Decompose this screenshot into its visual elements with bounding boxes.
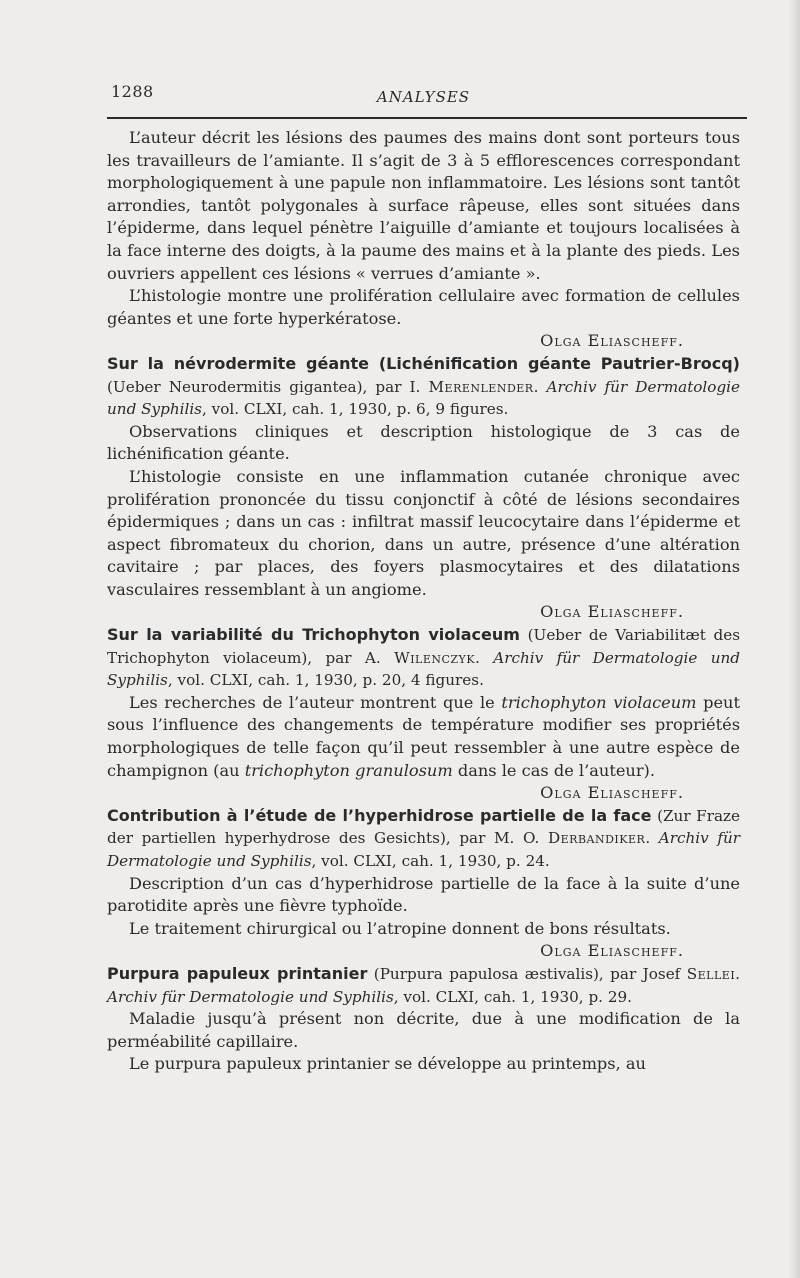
entry3-journal: Archiv für Dermatologie und Syphilis [107,829,740,870]
entry4-heading [107,963,740,1008]
entry2-signature: Olga Eliascheff. [540,783,684,803]
entry4-cite-c: , vol. CLXI, cah. 1, 1930, p. 29. [393,987,632,1006]
entry2-species-2: trichophyton granulosum [244,760,453,780]
entry3-author: Derbandiker [547,829,646,848]
intro-paragraph-1: L’auteur décrit les lésions des paumes des mains dont sont porteurs tous les travailleurs de l’amiante. Il s’agit de 3 à 5 efflorescences correspondant morphologiquement à une papule non inflammatoire. Les lésions sont tantôt arrondies, tantôt polygonales à surface râpeuse, elles sont situées dans l’épiderme, dans lequel pénètre l’aiguille d’amiante et toujours localisées à la face interne des doigts, à la paume des mains et à la plante des pieds. Les ouvriers appellent ces lésions « verrues d’amiante ». [107,128,740,283]
entry1-paragraph-1: Observations cliniques et description histologique de 3 cas de lichénification géante. [107,421,740,464]
entry3-paragraph-1: Description d’un cas d’hyperhidrose partielle de la face à la suite d’une parotidite après une fièvre typhoïde. [107,873,740,916]
article-body [107,127,740,1076]
entry4-title: Purpura papuleux printanier [107,963,368,983]
running-head: ANALYSES [376,88,471,106]
entry4-cite-a: (Purpura papulosa æstivalis), par Josef [367,964,687,983]
entry2-p1-c: dans le cas de l’auteur). [452,760,656,780]
entry3-cite-b: . [645,829,659,848]
entry4-paragraph-2: Le purpura papuleux printanier se développe au printemps, au [129,1054,646,1074]
entry2-p1-a: Les recherches de l’auteur montrent que le [129,692,502,712]
entry1-heading [107,353,740,421]
entry2-species-1: trichophyton violaceum [501,692,697,712]
page-edge-shadow [788,0,800,1278]
entry4-journal: Archiv für Dermatologie und Syphilis [107,987,394,1006]
entry3-title: Contribution à l’étude de l’hyperhidrose partielle de la face [107,805,652,825]
entry2-journal: Archiv für Dermatologie und Syphilis [107,648,741,690]
entry3-cite-a: (Zur Fraze der partiellen hyperhydrose des Gesichts), par M. O. [107,806,740,848]
entry2-cite-a: (Ueber de Variabilitæt des Trichophyton violaceum), par A. [107,626,740,667]
header-rule [107,117,747,119]
entry3-cite-c: , vol. CLXI, cah. 1, 1930, p. 24. [311,852,550,870]
entry2-author: Wilenczyk [394,648,476,667]
entry1-title: Sur la névrodermite géante (Lichénification géante Pautrier-Brocq) [107,353,740,373]
entry1-signature: Olga Eliascheff. [540,602,684,622]
entry2-title: Sur la variabilité du Trichophyton violaceum [107,625,520,645]
entry4-author: Sellei [686,964,736,983]
entry2-paragraph-1 [107,692,740,803]
page-number: 1288 [111,82,154,101]
entry2-p1-b: peut sous l’influence des changements de température modifier ses propriétés morphologiques de telle façon qu’il peut ressembler à une autre espèce de champignon (au [107,692,740,780]
entry3-heading [107,805,740,873]
page-header [107,82,740,112]
entry1-author: Merenlender [428,377,534,396]
entry3-signature: Olga Eliascheff. [540,941,684,961]
entry1-journal: Archiv für Dermatologie und Syphilis [107,377,741,419]
entry2-cite-c: , vol. CLXI, cah. 1, 1930, p. 20, 4 figures. [167,671,484,690]
entry4-paragraph-1: Maladie jusqu’à présent non décrite, due à une modification de la perméabilité capillaire. [107,1009,740,1051]
entry2-heading [107,624,740,692]
entry3-paragraph-2: Le traitement chirurgical ou l’atropine donnent de bons résultats. [129,918,671,938]
entry1-cite-c: , vol. CLXI, cah. 1, 1930, p. 6, 9 figures. [201,400,509,419]
entry1-cite-b: . [533,377,547,396]
intro-signature: Olga Eliascheff. [540,331,684,351]
intro-paragraph-2: L’histologie montre une prolifération cellulaire avec formation de cellules géantes et une forte hyperkératose. [107,286,740,328]
entry2-cite-b: . [475,648,494,667]
entry1-paragraph-2: L’histologie consiste en une inflammation cutanée chronique avec prolifération prononcée du tissu conjonctif à côté de lésions secondaires épidermiques ; dans un cas : infiltrat massif leucocytaire dans l’épiderme et aspect fibromateux du chorion, dans un autre, présence d’une altération cavitaire ; par places, des foyers plasmocytaires et des dilatations vasculaires ressemblant à un angiome. [107,466,740,599]
entry4-cite-b: . [735,964,740,983]
entry1-cite-a: (Ueber Neurodermitis gigantea), par I. [107,377,429,396]
